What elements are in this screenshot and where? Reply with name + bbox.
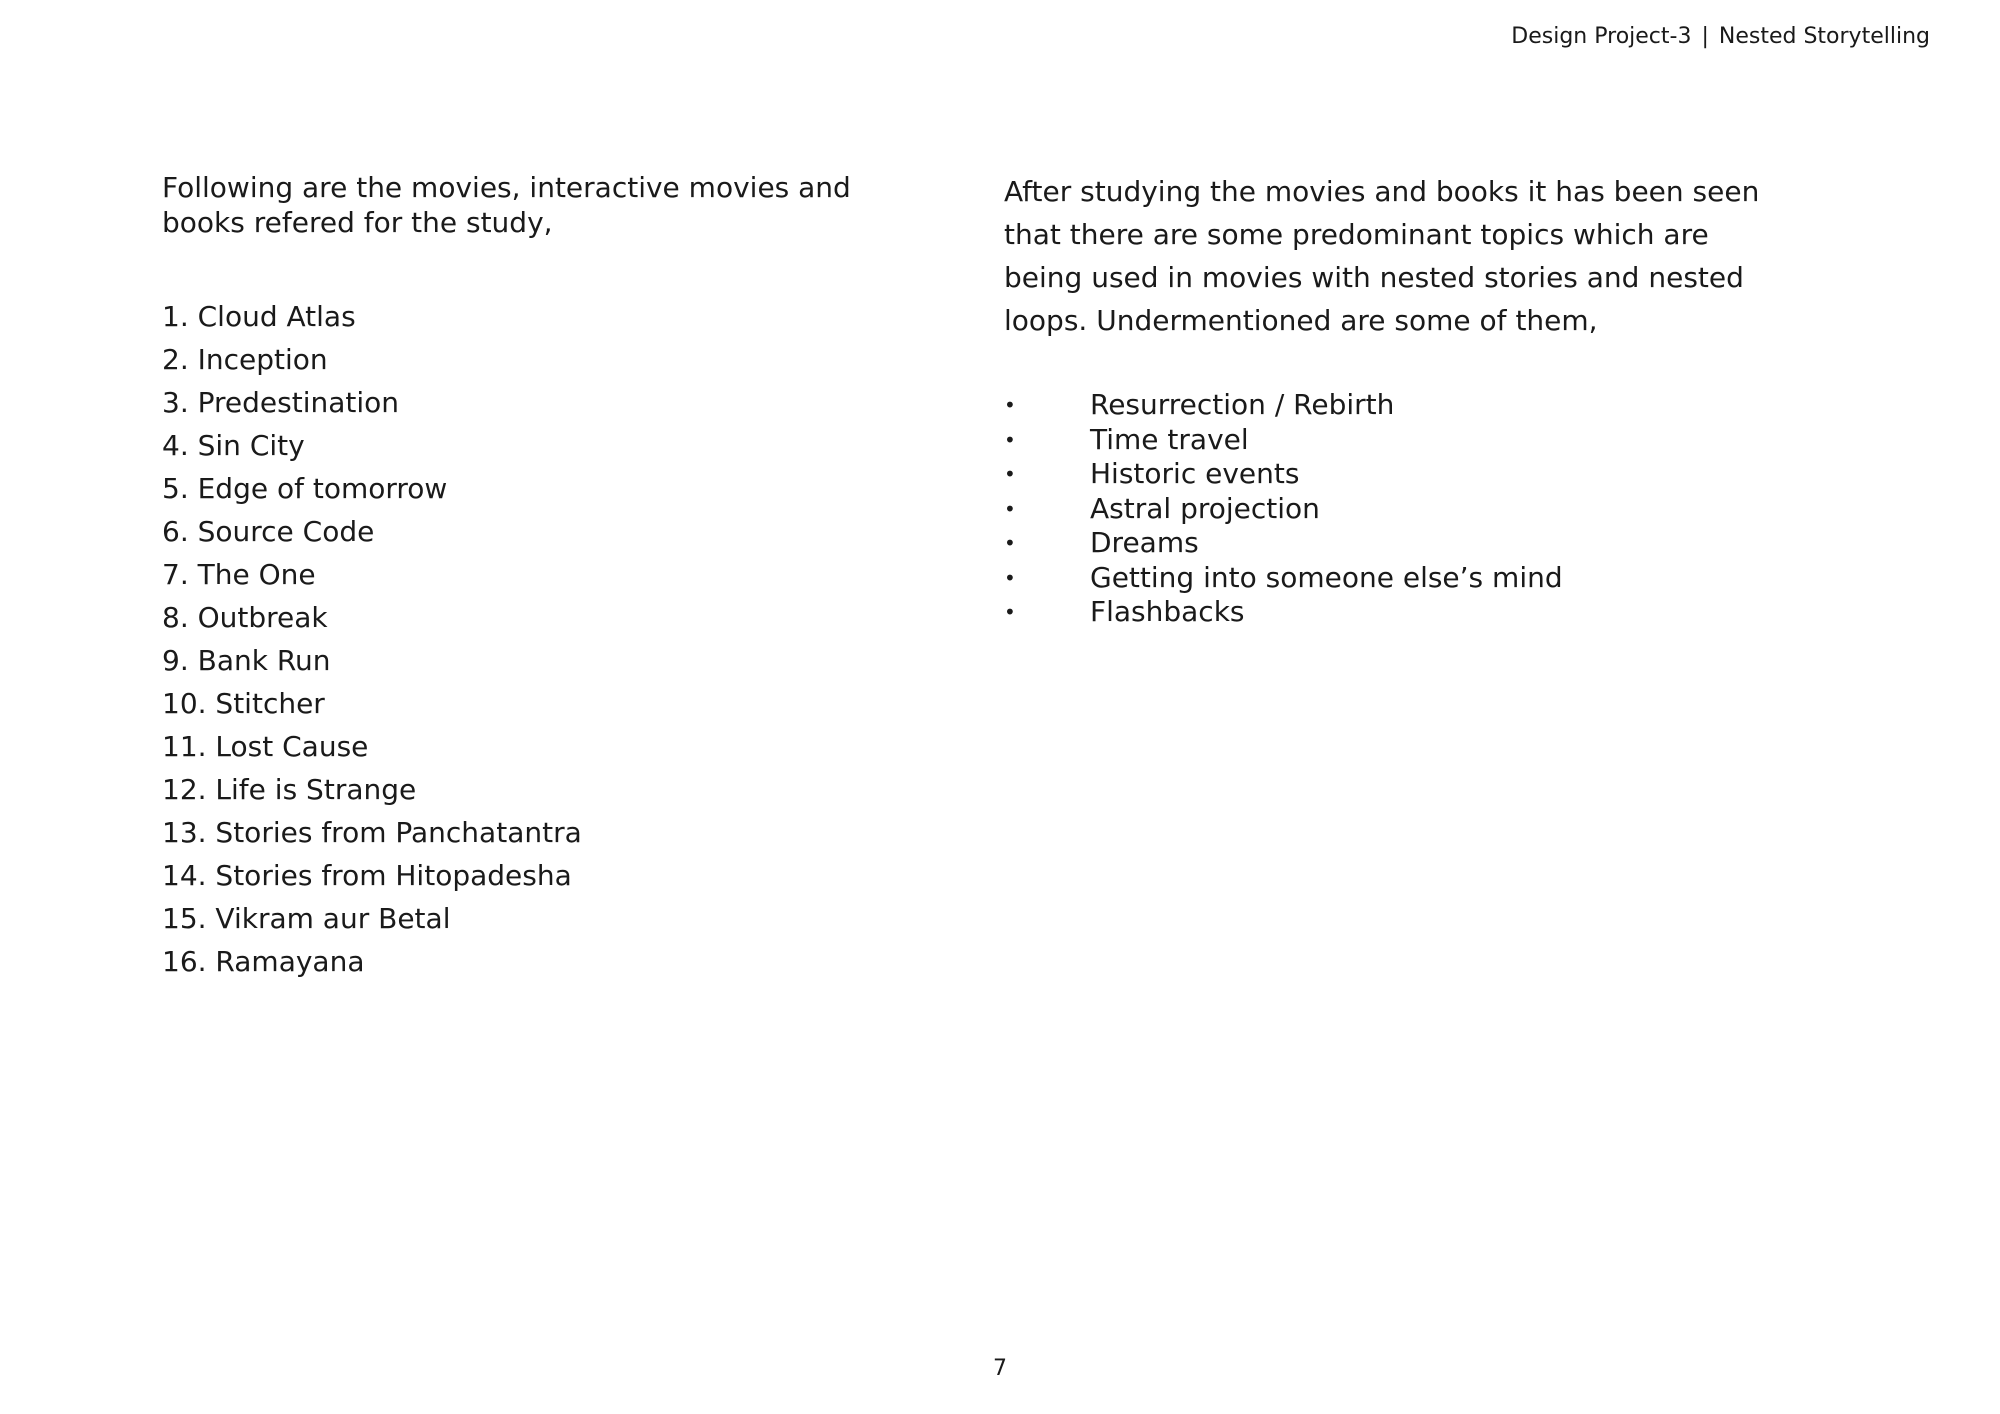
reference-item: 4. Sin City bbox=[162, 429, 305, 462]
left-intro-paragraph: Following are the movies, interactive movies and books refered for the study, bbox=[162, 171, 851, 239]
topic-item bbox=[1004, 492, 1784, 527]
reference-item: 13. Stories from Panchatantra bbox=[162, 816, 582, 849]
reference-item: 11. Lost Cause bbox=[162, 730, 369, 763]
topic-label: Historic events bbox=[1090, 457, 1300, 490]
reference-item: 6. Source Code bbox=[162, 515, 375, 548]
reference-item: 5. Edge of tomorrow bbox=[162, 472, 448, 505]
bullet-icon: • bbox=[1004, 462, 1016, 486]
bullet-icon: • bbox=[1004, 496, 1016, 521]
topic-item bbox=[1004, 561, 1784, 596]
reference-item: 14. Stories from Hitopadesha bbox=[162, 859, 572, 892]
reference-item: 2. Inception bbox=[162, 343, 328, 376]
reference-item: 9. Bank Run bbox=[162, 644, 331, 677]
topic-label: Time travel bbox=[1090, 422, 1249, 456]
reference-item: 8. Outbreak bbox=[162, 601, 328, 634]
header-separator: | bbox=[1701, 24, 1709, 49]
topic-item bbox=[1004, 595, 1784, 630]
topic-item bbox=[1004, 526, 1784, 561]
reference-item: 12. Life is Strange bbox=[162, 773, 417, 806]
topic-label: Getting into someone else’s mind bbox=[1090, 560, 1563, 594]
right-column bbox=[1004, 170, 1784, 630]
topic-list bbox=[1004, 388, 1784, 630]
bullet-icon: • bbox=[1004, 427, 1016, 452]
page-number: 7 bbox=[993, 1356, 1007, 1381]
topic-label: Dreams bbox=[1090, 526, 1199, 559]
bullet-icon: • bbox=[1004, 531, 1016, 555]
bullet-icon: • bbox=[1004, 600, 1016, 624]
header-title: Nested Storytelling bbox=[1718, 24, 1930, 49]
reference-item: 1. Cloud Atlas bbox=[162, 300, 356, 333]
running-header bbox=[1511, 24, 1930, 49]
reference-item: 7. The One bbox=[162, 558, 316, 591]
bullet-icon: • bbox=[1004, 393, 1016, 417]
left-column bbox=[162, 170, 922, 983]
topic-label: Astral projection bbox=[1090, 491, 1320, 525]
bullet-icon: • bbox=[1004, 565, 1016, 590]
reference-item: 15. Vikram aur Betal bbox=[162, 902, 451, 935]
right-intro-paragraph: After studying the movies and books it has been seen that there are some predominant topics which are being used in movies with nested stories and nested loops. Undermentioned are some of them, bbox=[1004, 175, 1760, 337]
reference-item: 16. Ramayana bbox=[162, 945, 365, 978]
reference-list bbox=[162, 295, 922, 983]
topic-label: Flashbacks bbox=[1090, 595, 1245, 628]
topic-item bbox=[1004, 388, 1784, 423]
reference-item: 3. Predestination bbox=[162, 386, 400, 419]
reference-item: 10. Stitcher bbox=[162, 687, 325, 720]
header-project: Design Project-3 bbox=[1511, 24, 1692, 49]
topic-label: Resurrection / Rebirth bbox=[1090, 388, 1395, 421]
topic-item bbox=[1004, 423, 1784, 458]
topic-item bbox=[1004, 457, 1784, 492]
